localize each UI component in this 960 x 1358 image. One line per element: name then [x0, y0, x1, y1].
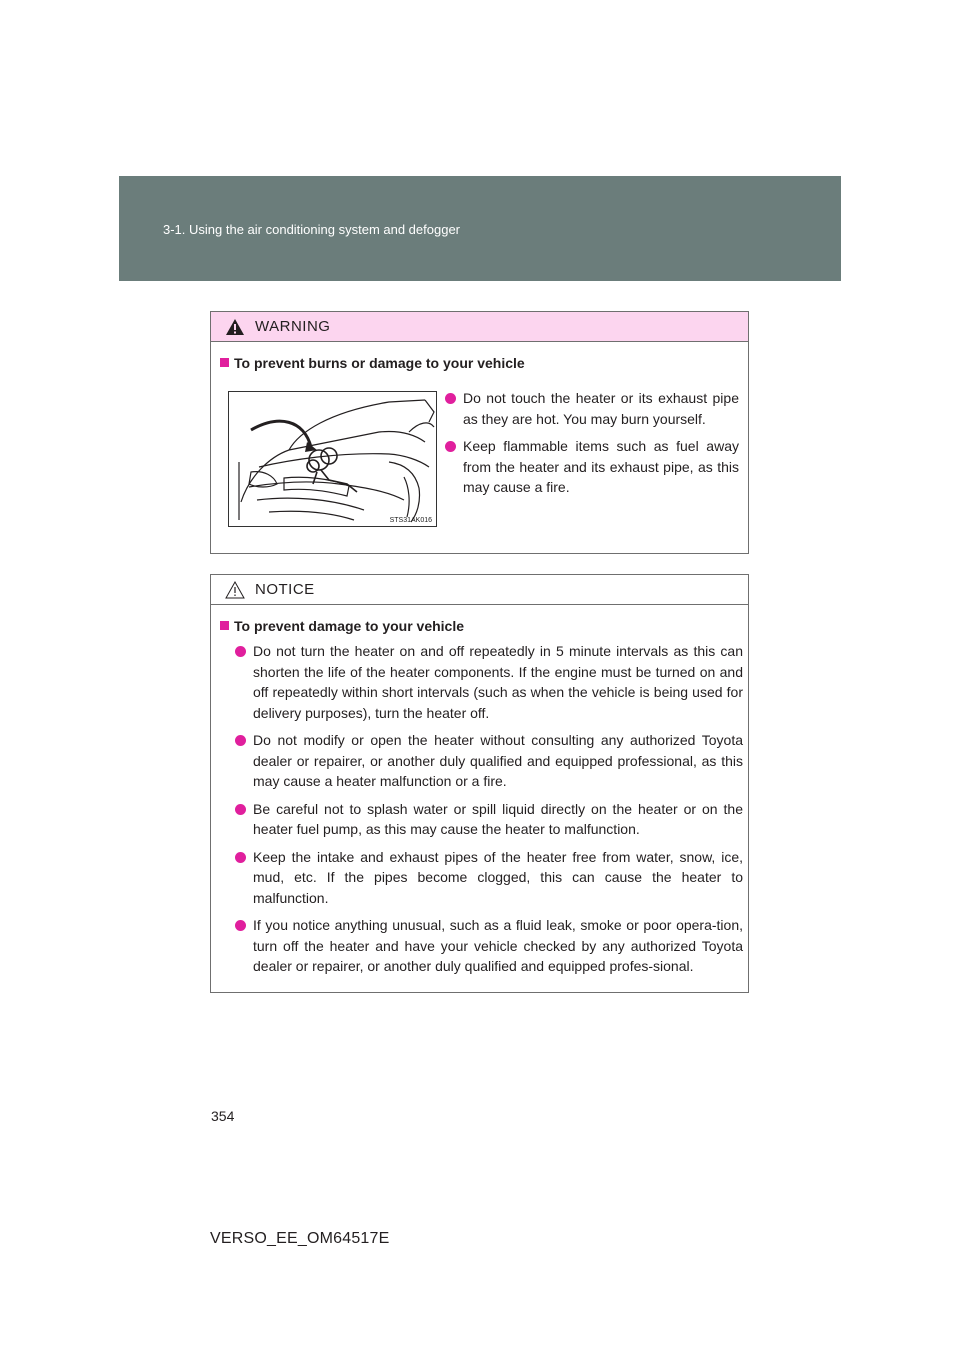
- bullet-dot-icon: [445, 393, 456, 404]
- bullet-dot-icon: [235, 735, 246, 746]
- document-code: VERSO_EE_OM64517E: [210, 1230, 390, 1247]
- list-item: Be careful not to splash water or spill liquid directly on the heater or on the heater fuel pump, as this may cause the heater to malfunction.: [234, 799, 743, 840]
- warning-title-text: To prevent burns or damage to your vehicle: [234, 355, 525, 371]
- bullet-dot-icon: [235, 920, 246, 931]
- notice-box: [210, 574, 749, 993]
- warning-label: WARNING: [255, 318, 331, 335]
- section-title: 3-1. Using the air conditioning system and defogger: [163, 222, 461, 237]
- warning-title: [220, 355, 525, 371]
- car-front-heater-icon: [229, 392, 436, 526]
- square-bullet-icon: [220, 358, 229, 367]
- list-item: Do not turn the heater on and off repeatedly in 5 minute intervals as this can shorten the life of the heater components. If the engine must be turned on and off repeatedly within short intervals (such as when the vehicle is being used for delivery purposes), turn the heater off.: [234, 641, 743, 723]
- list-item: Do not touch the heater or its exhaust pipe as they are hot. You may burn yourself.: [444, 388, 739, 429]
- warning-bullets: [444, 388, 739, 505]
- section-header: [119, 176, 841, 281]
- bullet-dot-icon: [235, 646, 246, 657]
- notice-title: [220, 618, 464, 634]
- list-item: Do not modify or open the heater without consulting any authorized Toyota dealer or repairer, or another duly qualified and equipped professional, as this may cause a heater malfunction or a fire.: [234, 730, 743, 792]
- notice-bullets: [234, 641, 743, 984]
- warning-box: [210, 311, 749, 554]
- warning-triangle-icon: [225, 318, 245, 336]
- bullet-dot-icon: [445, 441, 456, 452]
- heater-illustration: [228, 391, 437, 527]
- list-item: Keep flammable items such as fuel away from the heater and its exhaust pipe, as this may cause a fire.: [444, 436, 739, 498]
- image-code: STS31AK016: [389, 517, 432, 524]
- notice-title-text: To prevent damage to your vehicle: [234, 618, 465, 634]
- list-item: If you notice anything unusual, such as a fluid leak, smoke or poor opera-tion, turn off the heater and have your vehicle checked by any authorized Toyota dealer or repairer, or another duly qualified and equipped profes-sional.: [234, 915, 743, 977]
- page-number: 354: [211, 1108, 235, 1124]
- warning-header: [211, 312, 748, 342]
- bullet-dot-icon: [235, 852, 246, 863]
- caution-triangle-icon: [225, 581, 245, 599]
- square-bullet-icon: [220, 621, 229, 630]
- notice-header: [211, 575, 748, 605]
- list-item: Keep the intake and exhaust pipes of the heater free from water, snow, ice, mud, etc. If the pipes become clogged, this can cause the heater to malfunction.: [234, 847, 743, 909]
- bullet-dot-icon: [235, 804, 246, 815]
- notice-label: NOTICE: [255, 581, 315, 598]
